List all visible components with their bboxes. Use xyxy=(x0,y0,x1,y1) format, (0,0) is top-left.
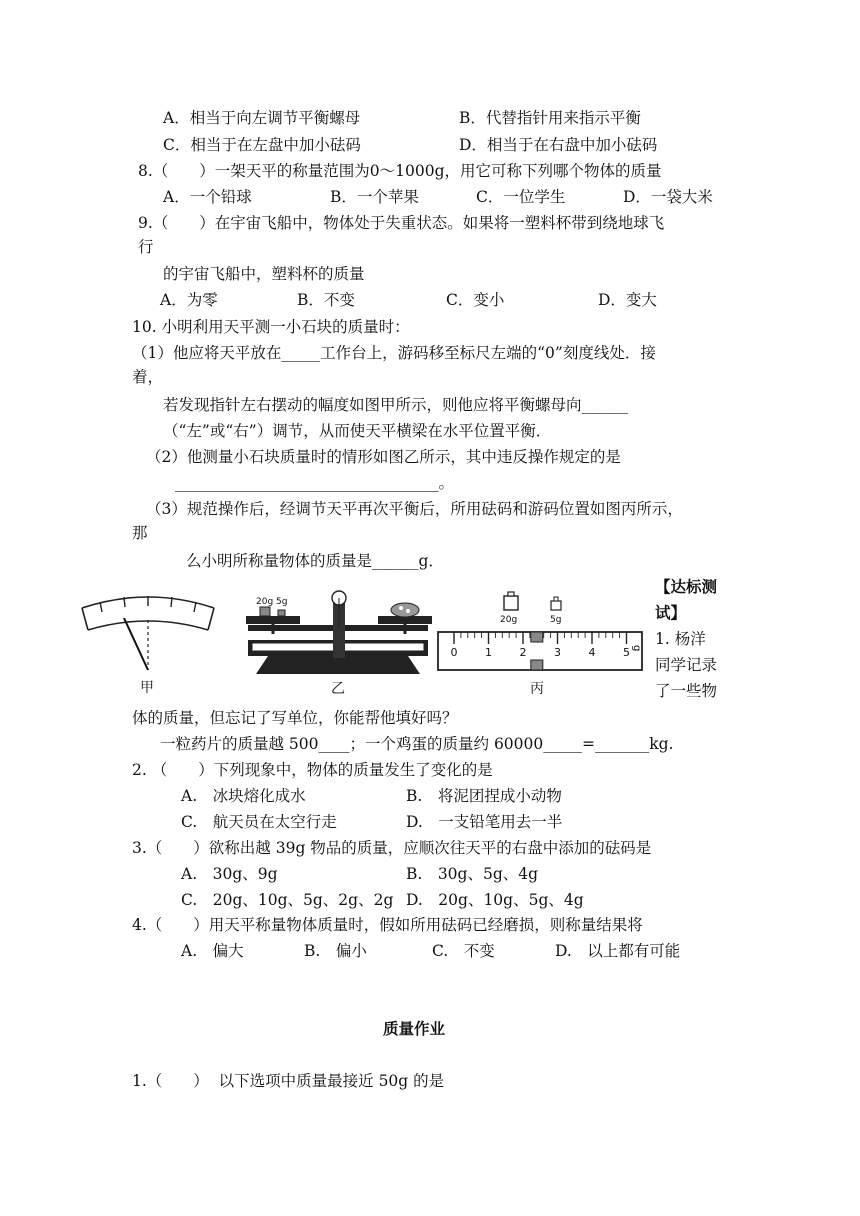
scale-tick-label: 4 xyxy=(588,646,596,659)
scale-tick-label: 0 xyxy=(450,646,458,659)
figure-yi-weight-20g: 20g xyxy=(256,597,274,607)
q9-option-c: C．变小 xyxy=(446,291,505,309)
figure-yi-weight-5g: 5g xyxy=(276,597,288,607)
q4-option-b: B. 偏小 xyxy=(304,942,367,960)
q3-option-d: D. 20g、10g、5g、4g xyxy=(406,891,584,909)
figure-bing xyxy=(438,592,642,697)
question-10: 10. 小明利用天平测一小石块的质量时： xyxy=(132,318,410,336)
q10-part-1-cont2: （“左”或“右”）调节，从而使天平横梁在水平位置平衡． xyxy=(163,422,552,440)
homework-question-1: 1.（ ） 以下选项中质量最接近 50g 的是 xyxy=(132,1072,445,1090)
figure-yi-caption: 乙 xyxy=(331,681,345,697)
question-3: 3.（ ）欲称出越 39g 物品的质量，应顺次往天平的右盘中添加的砝码是 xyxy=(132,839,652,857)
q4-option-c: C. 不变 xyxy=(432,942,495,960)
question-9-cont: 的宇宙飞船中，塑料杯的质量 xyxy=(163,265,365,283)
q8-option-d: D．一袋大米 xyxy=(623,188,713,206)
section-title-2: 试】 xyxy=(655,604,687,622)
figure-bing-rider-bottom xyxy=(531,660,543,670)
scale-tick-label: 1 xyxy=(485,646,492,659)
question-2: 2. （ ）下列现象中，物体的质量发生了变化的是 xyxy=(132,761,493,779)
q3-option-a: A. 30g、9g xyxy=(181,865,278,883)
q10-part-1-cont: 若发现指针左右摆动的幅度如图甲所示，则他应将平衡螺母向______ xyxy=(163,396,629,414)
q9-option-a: A．为零 xyxy=(160,291,218,309)
figure-bing-rider xyxy=(531,632,543,642)
figure-yi xyxy=(240,591,436,697)
q8-option-c: C．一位学生 xyxy=(476,188,566,206)
side-text-1: 1. 杨洋 xyxy=(655,630,706,648)
side-text-3: 了一些物 xyxy=(655,682,718,700)
q10-part-3-wrap: 那 xyxy=(132,524,148,542)
question-4: 4.（ ）用天平称量物体质量时，假如所用砝码已经磨损，则称量结果将 xyxy=(132,916,643,934)
q9-option-d: D．变大 xyxy=(598,291,657,309)
option-c: C．相当于在左盘中加小砝码 xyxy=(163,136,361,154)
option-a: A．相当于向左调节平衡螺母 xyxy=(163,109,361,127)
question-8: 8.（ ）一架天平的称量范围为0～1000g，用它可称下列哪个物体的质量 xyxy=(138,162,662,180)
q2-option-d: D. 一支铅笔用去一半 xyxy=(406,813,563,831)
scale-tick-label: 3 xyxy=(554,646,561,659)
q10-part-1-wrap: 着， xyxy=(132,368,164,386)
scale-tick-label: 2 xyxy=(519,646,527,659)
q2-option-c: C. 航天员在太空行走 xyxy=(181,813,337,831)
figure-bing-weight-20g: 20g xyxy=(500,615,518,625)
q3-option-b: B. 30g、5g、4g xyxy=(406,865,539,883)
q1-blanks: 一粒药片的质量越 500____；一个鸡蛋的质量约 60000_____=_______kg. xyxy=(160,735,674,753)
figure-jia xyxy=(82,596,214,696)
question-9: 9.（ ）在宇宙飞船中，物体处于失重状态。如果将一塑料杯带到绕地球飞 xyxy=(138,214,665,232)
q10-part-3: （3）规范操作后，经调节天平再次平衡后，所用砝码和游码位置如图丙所示， xyxy=(146,500,683,518)
question-9-wrap: 行 xyxy=(138,238,154,256)
q3-option-c: C. 20g、10g、5g、2g、2g xyxy=(181,891,394,909)
q9-option-b: B．不变 xyxy=(297,291,355,309)
q8-option-a: A．一个铅球 xyxy=(163,188,252,206)
q10-part-1: （1）他应将天平放在_____工作台上，游码移至标尺左端的“0”刻度线处．接 xyxy=(132,344,656,362)
q1-cont: 体的质量，但忘记了写单位，你能帮他填好吗？ xyxy=(132,709,458,727)
figure-bing-unit: g xyxy=(631,645,642,652)
option-b: B．代替指针用来指示平衡 xyxy=(459,109,641,127)
figure-bing-weight-5g: 5g xyxy=(550,615,562,625)
option-d: D．相当于在右盘中加小砝码 xyxy=(459,136,658,154)
q10-part-3-cont: 么小明所称量物体的质量是______g． xyxy=(186,552,444,570)
scale-tick-label: 5 xyxy=(623,646,630,659)
q4-option-a: A. 偏大 xyxy=(181,942,244,960)
q4-option-d: D. 以上都有可能 xyxy=(555,942,681,960)
side-text-2: 同学记录 xyxy=(655,656,718,674)
figure-jia-caption: 甲 xyxy=(140,680,154,696)
q2-option-b: B. 将泥团捏成小动物 xyxy=(406,787,562,805)
q2-option-a: A. 冰块熔化成水 xyxy=(181,787,306,805)
figures-row xyxy=(78,588,653,700)
q10-part-2: （2）他测量小石块质量时的情形如图乙所示，其中违反操作规定的是 xyxy=(146,448,621,466)
figure-bing-caption: 丙 xyxy=(530,681,544,697)
q10-part-2-blank: __________________________________。 xyxy=(175,474,455,492)
section-title-1: 【达标测 xyxy=(655,578,718,596)
section-heading: 质量作业 xyxy=(383,1020,446,1038)
q8-option-b: B．一个苹果 xyxy=(330,188,419,206)
